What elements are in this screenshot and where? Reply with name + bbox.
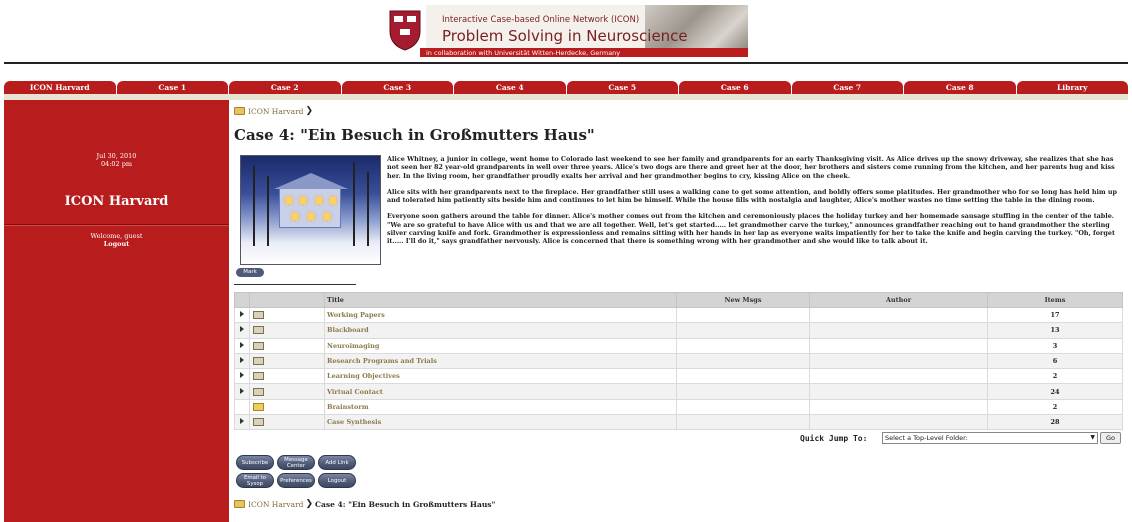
sidebar-datetime: [4, 152, 229, 168]
nav-tab-case-5[interactable]: Case 5: [567, 81, 679, 94]
author-cell: [810, 399, 988, 414]
case-image-snowy-house: [240, 155, 381, 265]
dropdown-arrow-icon: ▼: [1090, 434, 1095, 441]
folder-link[interactable]: Research Programs and Trials: [325, 353, 677, 368]
breadcrumb-root-link[interactable]: ICON Harvard: [248, 499, 304, 509]
items-count: 6: [988, 353, 1123, 368]
items-count: 13: [988, 323, 1123, 338]
folder-link[interactable]: Virtual Contact: [325, 384, 677, 399]
author-cell: [810, 308, 988, 323]
header-author[interactable]: Author: [810, 293, 988, 308]
folder-doc-icon: [253, 372, 264, 380]
folder-link[interactable]: Case Synthesis: [325, 415, 677, 430]
mark-button[interactable]: Mark: [236, 268, 264, 277]
page-title: Case 4: "Ein Besuch in Großmutters Haus": [234, 126, 595, 144]
items-count: 3: [988, 338, 1123, 353]
row-icon-cell: [250, 323, 325, 338]
new-msgs-cell: [677, 384, 810, 399]
case-paragraph: Alice sits with her grandparents next to the fireplace. Her grandfather still uses a walking cane to get some attention, and boldly offers some platitudes. Her grandmother who for so long has held him up and tolerated him patiently sits beside him and continues to let him be himself. While the house fills with nostalgia and laughter, Alice's mother wastes no time setting the table in the dining room.: [387, 187, 1118, 205]
triangle-right-icon[interactable]: [240, 311, 244, 317]
folder-link[interactable]: Brainstorm: [325, 399, 677, 414]
banner-collab-text: in collaboration with Universität Witten-Herdecke, Germany: [426, 49, 621, 57]
house-window: [330, 197, 336, 204]
header-title[interactable]: Title: [325, 293, 677, 308]
expand-toggle[interactable]: [235, 308, 250, 323]
house-window: [324, 213, 330, 220]
author-cell: [810, 384, 988, 399]
folder-doc-icon: [253, 388, 264, 396]
table-row: [235, 308, 1123, 323]
expand-toggle[interactable]: [235, 338, 250, 353]
items-count: 24: [988, 384, 1123, 399]
sidebar-title: ICON Harvard: [64, 194, 169, 209]
row-icon-cell: [250, 415, 325, 430]
items-count: 2: [988, 369, 1123, 384]
content-divider: [234, 284, 356, 285]
folder-doc-icon: [253, 326, 264, 334]
header-divider: [4, 62, 1128, 64]
house-window: [292, 213, 298, 220]
folder-icon: [234, 107, 245, 115]
quick-jump-label: Quick Jump To:: [800, 434, 868, 443]
folder-doc-icon: [253, 357, 264, 365]
chevron-right-icon: ❯: [305, 499, 314, 509]
items-count: 28: [988, 415, 1123, 430]
nav-tab-icon-harvard[interactable]: ICON Harvard: [4, 81, 116, 94]
folder-link[interactable]: Learning Objectives: [325, 369, 677, 384]
add-link-button[interactable]: Add Link: [318, 455, 356, 470]
new-msgs-cell: [677, 369, 810, 384]
new-msgs-cell: [677, 399, 810, 414]
row-icon-cell: [250, 353, 325, 368]
expand-toggle[interactable]: [235, 323, 250, 338]
author-cell: [810, 338, 988, 353]
folders-table: [234, 292, 1123, 430]
table-row: [235, 384, 1123, 399]
house-window: [316, 197, 322, 204]
case-description: [387, 155, 1123, 254]
new-msgs-cell: [677, 353, 810, 368]
folder-open-icon: [253, 403, 264, 411]
tree-trunk: [253, 166, 255, 246]
chevron-right-icon: ❯: [305, 106, 314, 116]
harvard-crest-logo: [388, 9, 422, 51]
nav-tab-case-8[interactable]: Case 8: [904, 81, 1016, 94]
triangle-right-icon[interactable]: [240, 418, 244, 424]
table-row: [235, 415, 1123, 430]
quick-jump-select[interactable]: [882, 432, 1098, 444]
house-window: [286, 197, 292, 204]
tree-trunk: [267, 176, 269, 246]
header-items[interactable]: Items: [988, 293, 1123, 308]
sidebar-time: 04:02 pm: [100, 160, 133, 168]
banner-title: Problem Solving in Neuroscience: [442, 27, 688, 45]
quick-jump-selected: Select a Top-Level Folder:: [885, 434, 968, 442]
tree-trunk: [353, 162, 355, 246]
table-row: [235, 369, 1123, 384]
row-icon-cell: [250, 399, 325, 414]
go-button[interactable]: Go: [1100, 432, 1121, 444]
new-msgs-cell: [677, 415, 810, 430]
triangle-right-icon[interactable]: [240, 342, 244, 348]
nav-tab-case-4[interactable]: Case 4: [454, 81, 566, 94]
expand-toggle-empty: [235, 399, 250, 414]
nav-tab-case-2[interactable]: Case 2: [229, 81, 341, 94]
nav-tab-case-1[interactable]: Case 1: [117, 81, 229, 94]
header-expand: [235, 293, 250, 308]
table-row: [235, 338, 1123, 353]
author-cell: [810, 369, 988, 384]
new-msgs-cell: [677, 308, 810, 323]
expand-toggle[interactable]: [235, 353, 250, 368]
row-icon-cell: [250, 369, 325, 384]
nav-tab-library[interactable]: Library: [1017, 81, 1129, 94]
nav-tab-case-3[interactable]: Case 3: [342, 81, 454, 94]
sidebar-welcome: Welcome, guest: [90, 232, 143, 240]
triangle-right-icon[interactable]: [240, 326, 244, 332]
row-icon-cell: [250, 338, 325, 353]
email-sysop-button[interactable]: Email to Sysop: [236, 473, 274, 488]
sidebar-date: Jul 30, 2010: [96, 152, 137, 160]
row-icon-cell: [250, 308, 325, 323]
items-count: 2: [988, 399, 1123, 414]
breadcrumb-root-link[interactable]: ICON Harvard: [248, 106, 304, 116]
house-window: [308, 213, 314, 220]
message-center-button[interactable]: Message Center: [277, 455, 315, 470]
author-cell: [810, 323, 988, 338]
main-nav: [4, 81, 1128, 94]
triangle-right-icon[interactable]: [240, 388, 244, 394]
sidebar: [4, 100, 229, 522]
banner-subtitle: Interactive Case-based Online Network (ICON): [442, 15, 640, 25]
new-msgs-cell: [677, 323, 810, 338]
sidebar-logout-link[interactable]: Logout: [103, 240, 130, 248]
expand-toggle[interactable]: [235, 415, 250, 430]
folder-icon: [234, 500, 245, 508]
folder-link[interactable]: Neuroimaging: [325, 338, 677, 353]
case-paragraph: Alice Whitney, a junior in college, went home to Colorado last weekend to see her family and grandparents for an early Thanksgiving visit. As Alice drives up the snowy driveway, she realizes that she has not seen her 82 year-old grandparents in well over three years. Alice's two dogs are there and greet her at the door, her brothers and sisters come running from the kitchen, and her parents hug and kiss her. In the living room, her grandfather proudly exalts her arrival and her grandmother begins to cry, kissing Alice on the cheek.: [387, 155, 1115, 180]
folder-doc-icon: [253, 418, 264, 426]
items-count: 17: [988, 308, 1123, 323]
breadcrumb-bottom: [234, 499, 495, 509]
new-msgs-cell: [677, 338, 810, 353]
nav-tab-case-6[interactable]: Case 6: [679, 81, 791, 94]
preferences-button[interactable]: Preferences: [277, 473, 315, 488]
expand-toggle[interactable]: [235, 384, 250, 399]
folder-link[interactable]: Working Papers: [325, 308, 677, 323]
triangle-right-icon[interactable]: [240, 372, 244, 378]
logout-button[interactable]: Logout: [318, 473, 356, 488]
header-new-msgs[interactable]: New Msgs: [677, 293, 810, 308]
folder-link[interactable]: Blackboard: [325, 323, 677, 338]
tree-trunk: [367, 172, 369, 246]
breadcrumb-current: Case 4: "Ein Besuch in Großmutters Haus": [315, 499, 496, 509]
author-cell: [810, 415, 988, 430]
expand-toggle[interactable]: [235, 369, 250, 384]
table-row: [235, 399, 1123, 414]
table-header-row: [235, 293, 1123, 308]
breadcrumb: [234, 106, 315, 116]
nav-tab-case-7[interactable]: Case 7: [792, 81, 904, 94]
folder-doc-icon: [253, 342, 264, 350]
house-illustration: [279, 188, 341, 228]
header-icon: [250, 293, 325, 308]
triangle-right-icon[interactable]: [240, 357, 244, 363]
table-row: [235, 353, 1123, 368]
subscribe-button[interactable]: Subscribe: [236, 455, 274, 470]
sidebar-divider: [4, 224, 229, 226]
case-paragraph: Everyone soon gathers around the table for dinner. Alice's mother comes out from the kitchen and ceremoniously places the holiday turkey and her homemade sausage stuffing in the center of the table. "We are so grateful to have Alice with us and that we are all together. Well, let's get started..... let grandmother carve the turkey," announces grandfather reaching out to hand grandmother the sterling silver carving knife and fork. Grandmother is expressionless and remains sitting with her hands in her lap as everyone waits impatiently for her to take the knife and begin carving the turkey. "Oh, forget it..... I'll do it," says grandfather nervously. Alice is concerned that there is something wrong with her grandmother and she would like to talk about it.: [387, 212, 1115, 246]
row-icon-cell: [250, 384, 325, 399]
table-row: [235, 323, 1123, 338]
house-window: [300, 197, 306, 204]
folder-doc-icon: [253, 311, 264, 319]
author-cell: [810, 353, 988, 368]
